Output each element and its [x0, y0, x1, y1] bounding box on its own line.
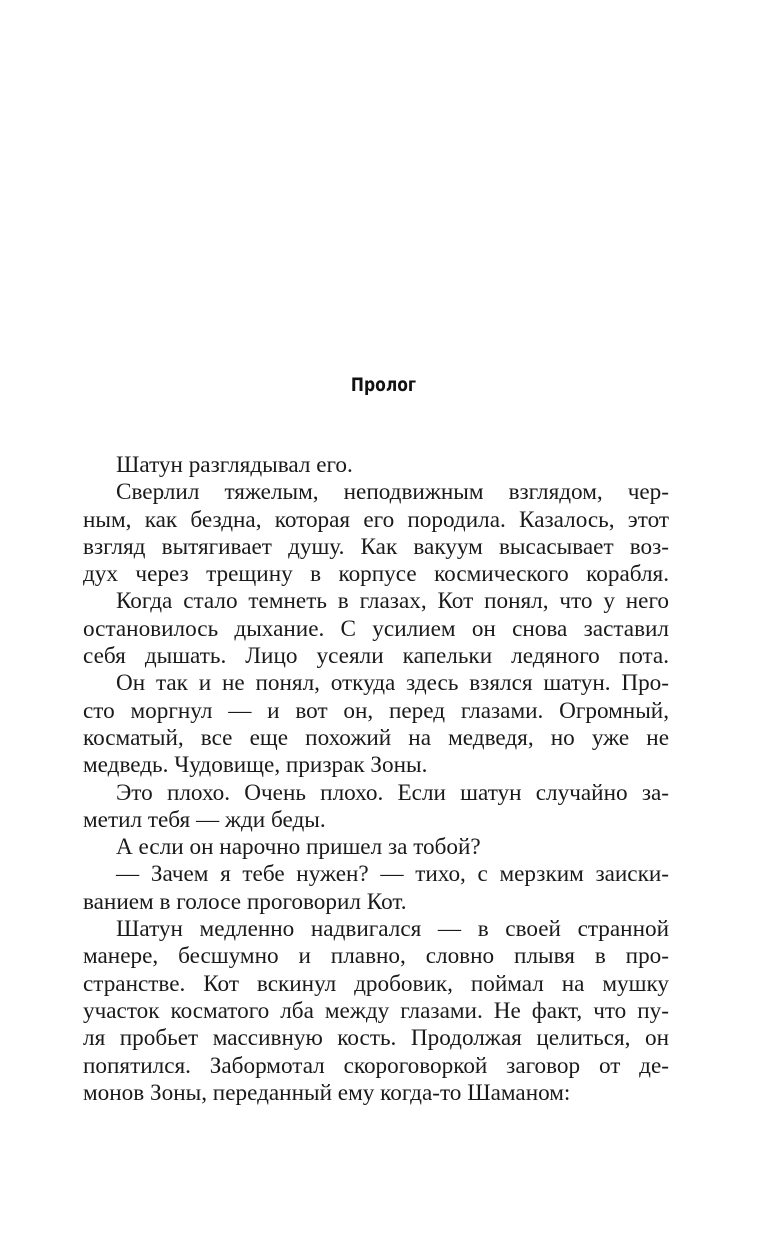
text-line: Он так и не понял, откуда здесь взялся шатун. Про- — [116, 670, 669, 697]
text-line: косматый, все еще похожий на медведя, но уже не — [83, 724, 669, 751]
text-line: Шатун разглядывал его. — [116, 452, 353, 478]
text-line: участок косматого лба между глазами. Не факт, что пу- — [83, 997, 669, 1024]
text-line: взгляд вытягивает душу. Как вакуум высасывает воз- — [83, 533, 669, 560]
text-line: странстве. Кот вскинул дробовик, поймал на мушку — [83, 970, 669, 997]
text-line: ванием в голосе проговорил Кот. — [83, 888, 407, 915]
text-line: ным, как бездна, которая его породила. Казалось, этот — [83, 506, 669, 533]
text-line: Шатун медленно надвигался — в своей странной — [116, 916, 669, 943]
text-line: Когда стало темнеть в глазах, Кот понял, что у него — [116, 588, 669, 615]
text-line: А если он нарочно пришел за тобой? — [116, 834, 481, 861]
text-line: остановилось дыхание. С усилием он снова заставил — [83, 615, 669, 642]
text-line: медведь. Чудовище, призрак Зоны. — [83, 752, 428, 779]
text-line: ля пробьет массивную кость. Продолжая целиться, он — [83, 1025, 669, 1052]
text-line: сто моргнул — и вот он, перед глазами. Огромный, — [83, 697, 669, 724]
text-line: себя дышать. Лицо усеяли капельки ледяного пота. — [83, 643, 669, 670]
chapter-title: Пролог — [350, 374, 417, 396]
text-line: Это плохо. Очень плохо. Если шатун случайно за- — [116, 779, 669, 806]
text-line: попятился. Забормотал скороговоркой заговор от де- — [83, 1052, 669, 1079]
body-text — [83, 452, 669, 1107]
text-line: дух через трещину в корпусе космического корабля. — [83, 561, 669, 588]
text-line: монов Зоны, переданный ему когда-то Шаманом: — [83, 1079, 571, 1106]
text-line: — Зачем я тебе нужен? — тихо, с мерзким заиски- — [116, 861, 669, 888]
text-line: Сверлил тяжелым, неподвижным взглядом, чер- — [116, 479, 669, 506]
text-line: манере, бесшумно и плавно, словно плывя в про- — [83, 943, 669, 970]
text-line: метил тебя — жди беды. — [83, 806, 326, 833]
